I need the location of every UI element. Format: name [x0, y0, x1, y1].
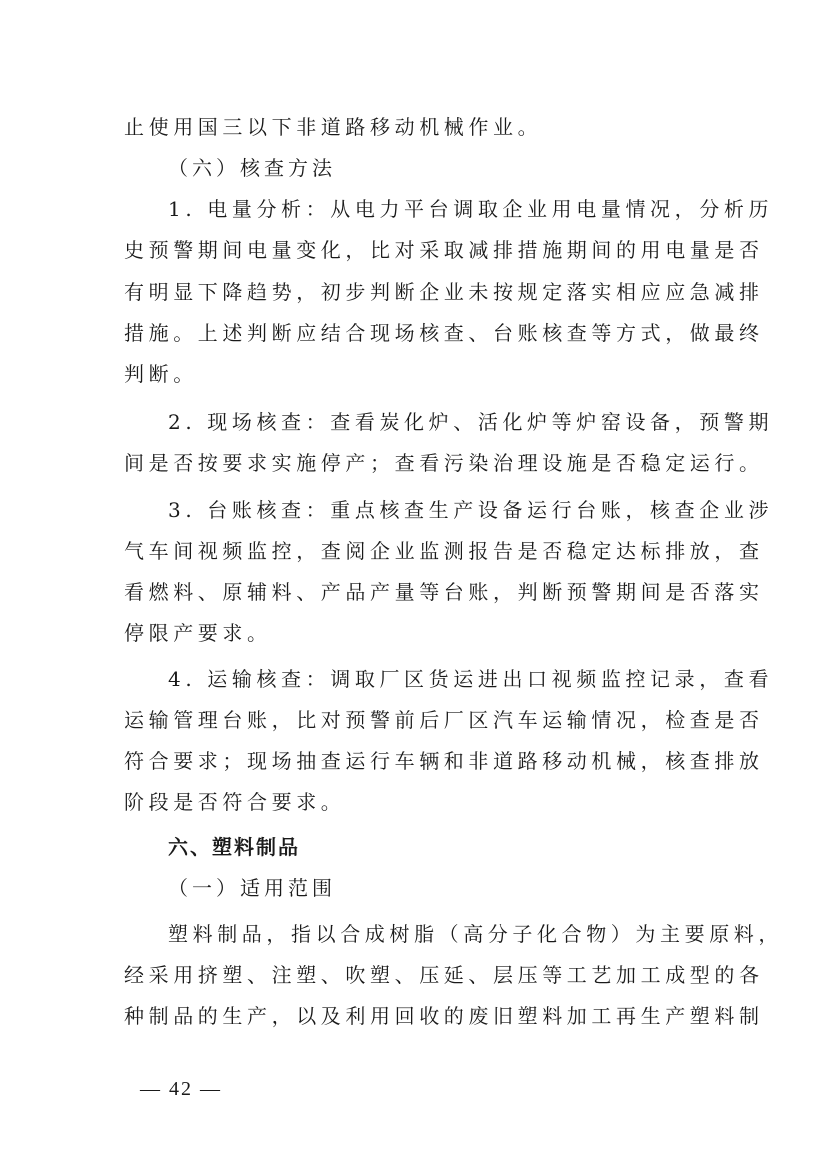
text-line: 止使用国三以下非道路移动机械作业。 — [124, 115, 543, 139]
text-line: 1. 电量分析：从电力平台调取企业用电量情况，分析历 — [168, 197, 774, 221]
text-line: 史预警期间电量变化，比对采取减排措施期间的用电量是否 — [124, 238, 764, 262]
text-line: 符合要求；现场抽查运行车辆和非道路移动机械，核查排放 — [124, 749, 764, 773]
section-heading-plastic-products: 六、塑料制品 — [168, 835, 300, 859]
text-line: 4. 运输核查：调取厂区货运进出口视频监控记录，查看 — [168, 667, 774, 691]
text-line: 经采用挤塑、注塑、吹塑、压延、层压等工艺加工成型的各 — [124, 963, 764, 987]
text-line: 运输管理台账，比对预警前后厂区汽车运输情况，检查是否 — [124, 708, 764, 732]
text-line: 3. 台账核查：重点核查生产设备运行台账，核查企业涉 — [168, 498, 774, 522]
subheading-verification-methods: （六）核查方法 — [168, 156, 336, 180]
text-line: 塑料制品，指以合成树脂（高分子化合物）为主要原料， — [168, 922, 783, 946]
text-line: 措施。上述判断应结合现场核查、台账核查等方式，做最终 — [124, 321, 764, 345]
text-line: 停限产要求。 — [124, 621, 272, 645]
text-line: 判断。 — [124, 362, 198, 386]
text-line: 气车间视频监控，查阅企业监测报告是否稳定达标排放，查 — [124, 539, 764, 563]
text-line: 阶段是否符合要求。 — [124, 790, 346, 814]
page-number: — 42 — — [140, 1078, 222, 1100]
text-line: 间是否按要求实施停产；查看污染治理设施是否稳定运行。 — [124, 451, 764, 475]
text-line: 种制品的生产，以及利用回收的废旧塑料加工再生产塑料制 — [124, 1004, 764, 1028]
text-line: 2. 现场核查：查看炭化炉、活化炉等炉窑设备，预警期 — [168, 410, 774, 434]
subheading-scope: （一）适用范围 — [168, 876, 336, 900]
text-line: 有明显下降趋势，初步判断企业未按规定落实相应应急减排 — [124, 280, 764, 304]
text-line: 看燃料、原辅料、产品产量等台账，判断预警期间是否落实 — [124, 580, 764, 604]
